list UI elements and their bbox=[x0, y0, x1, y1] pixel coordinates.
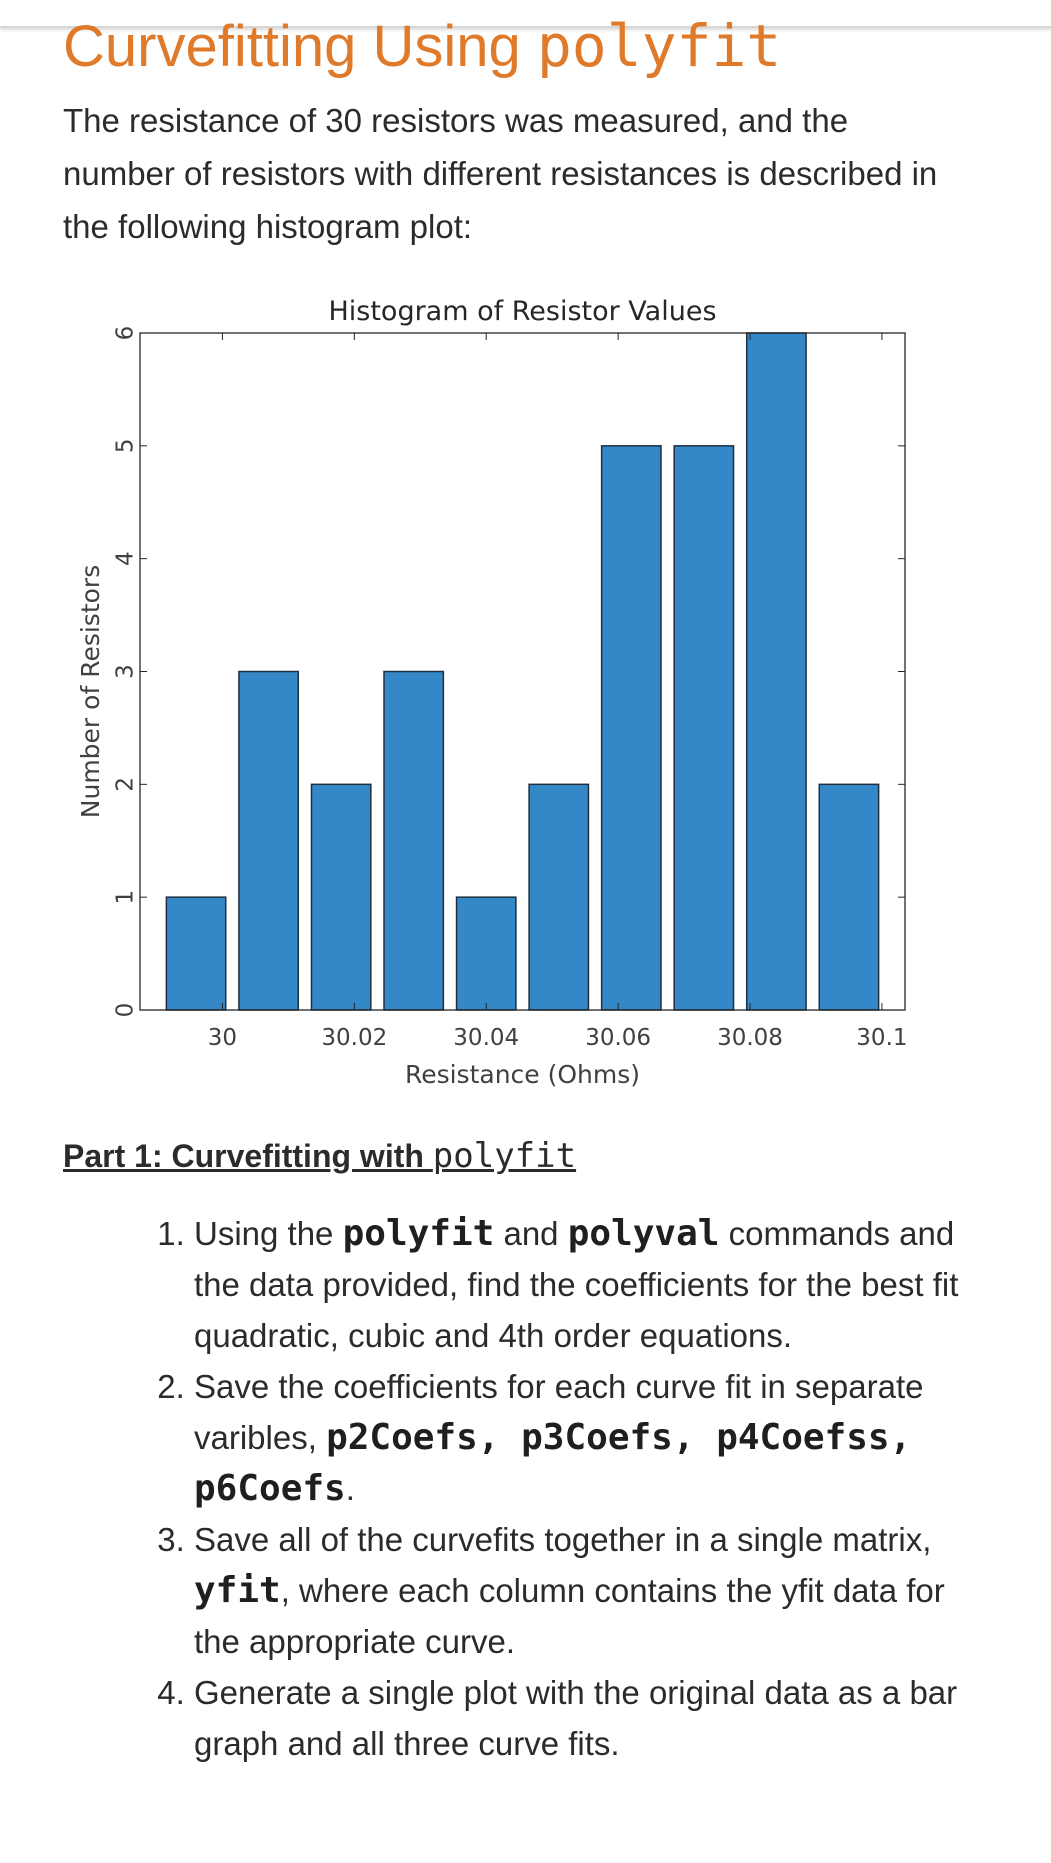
histogram-bar bbox=[819, 784, 878, 1010]
histogram-chart bbox=[60, 288, 920, 1088]
x-tick-label: 30.02 bbox=[321, 1025, 388, 1051]
histogram-bar bbox=[239, 672, 298, 1011]
x-tick-label: 30.1 bbox=[856, 1025, 908, 1051]
y-tick-label: 3 bbox=[112, 664, 139, 679]
x-tick-label: 30 bbox=[207, 1025, 238, 1051]
x-tick-label: 30.06 bbox=[585, 1025, 652, 1051]
steps-list bbox=[150, 1208, 974, 1769]
y-tick-label: 2 bbox=[112, 777, 139, 792]
y-axis-label: Number of Resistors bbox=[76, 564, 105, 819]
y-tick-label: 4 bbox=[112, 551, 139, 566]
list-item: 2. Save the coefficients for each curve fit in separate varibles, p2Coefs, p3Coefs, p4Coefss, p6Coefs. bbox=[194, 1361, 974, 1514]
page-title bbox=[63, 12, 781, 81]
list-item: 4. Generate a single plot with the original data as a bar graph and all three curve fits. bbox=[194, 1667, 974, 1769]
histogram-bar bbox=[674, 446, 733, 1010]
histogram-bar bbox=[602, 446, 661, 1010]
part-1-heading-code: polyfit bbox=[432, 1136, 577, 1176]
histogram-bar bbox=[529, 784, 588, 1010]
part-1-heading-text: Part 1: Curvefitting with bbox=[63, 1138, 433, 1174]
x-axis-label: Resistance (Ohms) bbox=[404, 1060, 641, 1088]
intro-paragraph: The resistance of 30 resistors was measured, and the number of resistors with different resistances is described in the following histogram plot: bbox=[63, 102, 938, 245]
list-item: 1. Using the polyfit and polyval commands and the data provided, find the coefficients for the best fit quadratic, cubic and 4th order equations. bbox=[194, 1208, 974, 1361]
histogram-bar bbox=[166, 897, 225, 1010]
x-tick-label: 30.04 bbox=[453, 1025, 520, 1051]
x-tick-label: 30.08 bbox=[717, 1025, 783, 1051]
histogram-bar bbox=[311, 784, 370, 1010]
y-tick-label: 0 bbox=[112, 1002, 139, 1018]
histogram-bar bbox=[747, 333, 806, 1010]
chart-title: Histogram of Resistor Values bbox=[328, 296, 717, 327]
histogram-bar bbox=[384, 672, 443, 1011]
y-tick-label: 5 bbox=[112, 438, 139, 454]
y-tick-label: 1 bbox=[112, 889, 139, 905]
page-title-text: Curvefitting Using bbox=[63, 14, 537, 79]
histogram-bar bbox=[457, 897, 516, 1010]
y-tick-label: 6 bbox=[112, 325, 139, 341]
list-item: 3. Save all of the curvefits together in a single matrix, yfit, where each column contains the yfit data for the appropriate curve. bbox=[194, 1514, 974, 1667]
part-1-heading bbox=[63, 1136, 576, 1176]
page-title-code: polyfit bbox=[536, 12, 782, 80]
